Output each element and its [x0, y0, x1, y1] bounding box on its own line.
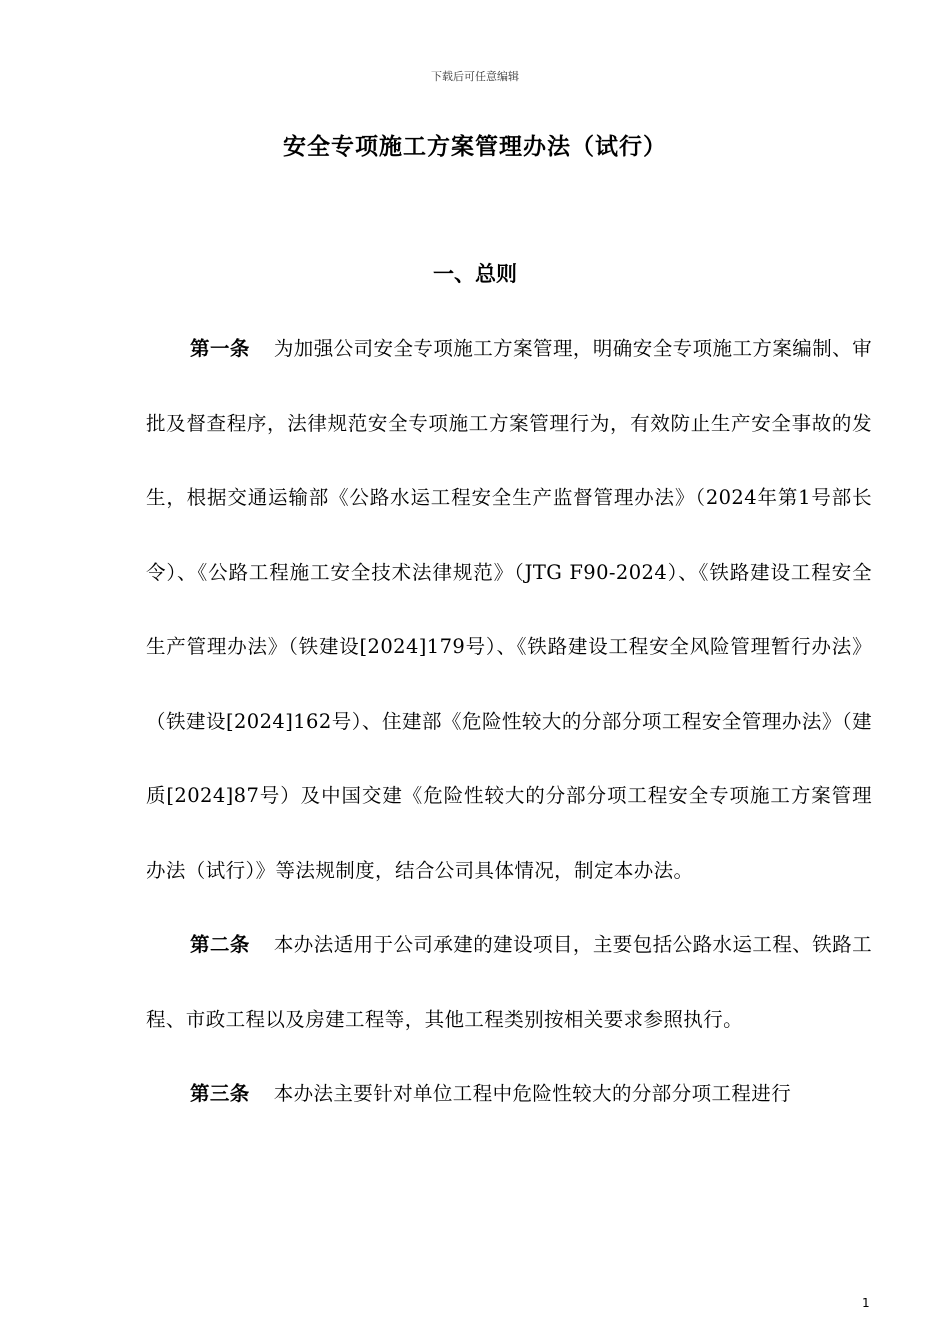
document-body	[146, 312, 872, 1132]
article-text: 本办法适用于公司承建的建设项目，主要包括公路水运工程、铁路工程、市政工程以及房建工程等，其他工程类别按相关要求参照执行。	[146, 933, 872, 1031]
header-note: 下载后可任意编辑	[431, 70, 519, 83]
page-number: 1	[862, 1296, 870, 1310]
document-title: 安全专项施工方案管理办法（试行）	[283, 133, 667, 160]
article-label: 第一条	[190, 337, 250, 360]
article-3	[146, 1057, 872, 1132]
section-heading: 一、总则	[433, 261, 517, 286]
article-label: 第二条	[190, 933, 250, 956]
article-label: 第三条	[190, 1082, 250, 1105]
article-text: 为加强公司安全专项施工方案管理，明确安全专项施工方案编制、审批及督查程序，法律规范安全专项施工方案管理行为，有效防止生产安全事故的发生，根据交通运输部《公路水运工程安全生产监督管理办法》（2024年第1号部长令）、《公路工程施工安全技术法律规范》（JTG F90-2024）、《铁路建设工程安全生产管理办法》（铁建设[2024]179号）、《铁路建设工程安全风险管理暂行办法》（铁建设[2024]162号）、住建部《危险性较大的分部分项工程安全管理办法》（建质[2024]87号）及中国交建《危险性较大的分部分项工程安全专项施工方案管理办法（试行）》等法规制度，结合公司具体情况，制定本办法。	[146, 337, 872, 882]
article-1	[146, 312, 872, 908]
article-text: 本办法主要针对单位工程中危险性较大的分部分项工程进行	[273, 1082, 792, 1105]
article-2	[146, 908, 872, 1057]
